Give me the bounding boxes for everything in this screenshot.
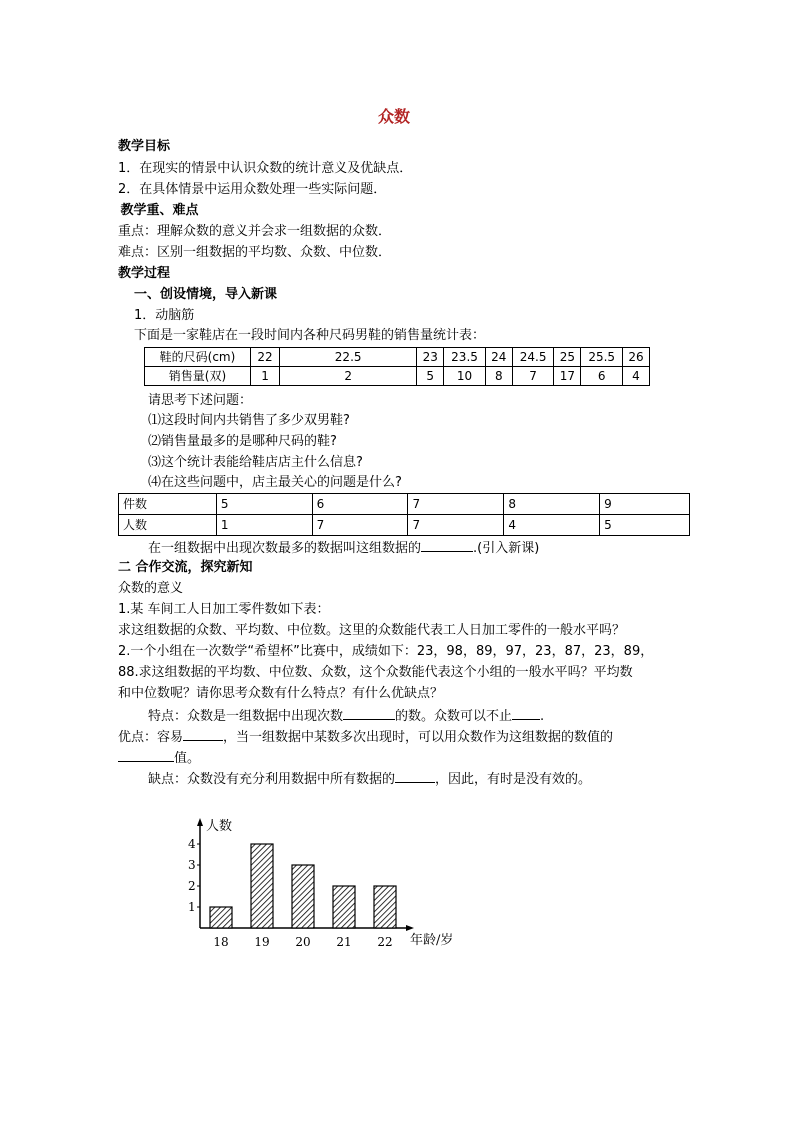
x-tick-label: 18: [213, 935, 229, 949]
difficulty-text: 难点：区别一组数据的平均数、众数、中位数．: [118, 245, 392, 260]
people-count-row: [119, 515, 690, 536]
feature-line: [148, 706, 544, 726]
advantage-blank-2: [118, 748, 174, 762]
people-count-header: 人数: [119, 515, 217, 536]
focus-text: 重点：理解众数的意义并会求一组数据的众数．: [118, 224, 392, 239]
parts-count-row: [119, 494, 690, 515]
shoe-sales-row: [145, 367, 650, 386]
keypoints-heading: 教学重、难点: [116, 203, 199, 218]
parts-count-cell: 7: [408, 494, 504, 515]
y-tick-label: 2: [188, 879, 196, 893]
mode-definition-end: .(引入新课): [473, 541, 540, 556]
shoe-sales-cell: 2: [280, 367, 417, 386]
people-count-cell: 4: [504, 515, 600, 536]
shoe-size-cell: 22.5: [280, 348, 417, 367]
problem2-line2: 88.求这组数据的平均数、中位数、众数，这个众数能代表这个小组的一般水平吗？平均数: [118, 665, 633, 680]
x-axis-label: 年龄/岁: [410, 933, 454, 948]
shoe-size-cell: 24: [485, 348, 512, 367]
shoe-sales-cell: 10: [444, 367, 486, 386]
goal-item-1: 1．在现实的情景中认识众数的统计意义及优缺点．: [118, 161, 413, 176]
mode-definition-blank: [421, 538, 473, 552]
shoe-intro: 下面是一家鞋店在一段时间内各种尺码男鞋的销售量统计表：: [134, 328, 486, 343]
section2-heading: 二 合作交流，探究新知: [118, 560, 253, 575]
parts-table: [118, 493, 690, 536]
question-2: ⑵销售量最多的是哪种尺码的鞋?: [148, 434, 337, 449]
age-bar-chart: [170, 810, 470, 960]
chart-marks: [188, 837, 396, 949]
question-4: ⑷在这些问题中，店主最关心的问题是什么?: [148, 475, 402, 490]
shoe-sales-cell: 5: [417, 367, 444, 386]
section2-subheading: 众数的意义: [118, 581, 184, 596]
problem1-line1: 1.某 车间工人日加工零件数如下表：: [118, 602, 330, 617]
shoe-sales-cell: 7: [512, 367, 554, 386]
shoe-sales-cell: 17: [554, 367, 581, 386]
shoe-size-cell: 26: [622, 348, 649, 367]
question-1: ⑴这段时间内共销售了多少双男鞋?: [148, 413, 350, 428]
problem2-line3: 和中位数呢？请你思考众数有什么特点？有什么优缺点？: [118, 686, 444, 701]
think-prompt: 请思考下述问题：: [148, 393, 253, 408]
bar: [333, 886, 355, 928]
feature-blank-2: [512, 706, 540, 720]
disadvantage-text-2: ，因此，有时是没有效的。: [435, 772, 592, 787]
people-count-cell: 7: [408, 515, 504, 536]
people-count-cell: 5: [600, 515, 690, 536]
bar: [210, 907, 232, 928]
mode-definition: [148, 538, 539, 558]
x-tick-label: 21: [336, 935, 352, 949]
advantage-blank-1: [183, 727, 223, 741]
y-axis-arrow: [197, 818, 203, 826]
bar: [251, 844, 273, 928]
shoe-size-header: 鞋的尺码(cm): [145, 348, 251, 367]
shoe-sales-cell: 8: [485, 367, 512, 386]
shoe-sales-cell: 1: [250, 367, 279, 386]
advantage-text-2: ，当一组数据中某数多次出现时，可以用众数作为这组数据的数值的: [223, 730, 614, 745]
shoe-sales-cell: 6: [581, 367, 623, 386]
problem2-line1: 2.一个小组在一次数学“希望杯”比赛中，成绩如下：23，98，89，97，23，87，23，89，: [118, 644, 654, 659]
parts-count-cell: 9: [600, 494, 690, 515]
goals-heading: 教学目标: [118, 139, 171, 154]
problem1-line2: 求这组数据的众数、平均数、中位数。这里的众数能代表工人日加工零件的一般水平吗？: [118, 623, 626, 638]
people-count-cell: 7: [312, 515, 408, 536]
disadvantage-line: [148, 769, 591, 789]
shoe-size-cell: 23.5: [444, 348, 486, 367]
y-tick-label: 1: [188, 900, 196, 914]
shoe-sales-cell: 4: [622, 367, 649, 386]
sub1-heading: 1．动脑筋: [134, 308, 195, 323]
shoe-size-cell: 22: [250, 348, 279, 367]
advantage-line-2: [118, 748, 200, 768]
x-tick-label: 22: [377, 935, 393, 949]
bar: [292, 865, 314, 928]
x-axis-arrow: [406, 925, 414, 931]
mode-definition-text: 在一组数据中出现次数最多的数据叫这组数据的: [148, 541, 422, 556]
feature-text: 特点：众数是一组数据中出现次数: [148, 709, 344, 724]
shoe-size-row: [145, 348, 650, 367]
advantage-text: 优点：容易: [118, 730, 184, 745]
advantage-line: [118, 727, 613, 747]
page-title: 众数: [378, 107, 411, 126]
x-tick-label: 19: [254, 935, 270, 949]
x-tick-label: 20: [295, 935, 311, 949]
feature-text-2: 的数。众数可以不止: [395, 709, 513, 724]
y-tick-label: 4: [188, 837, 196, 851]
disadvantage-text: 缺点：众数没有充分利用数据中所有数据的: [148, 772, 396, 787]
parts-count-cell: 8: [504, 494, 600, 515]
shoe-size-cell: 25: [554, 348, 581, 367]
process-heading: 教学过程: [118, 266, 171, 281]
shoe-sales-header: 销售量(双): [145, 367, 251, 386]
advantage-text-3: 值。: [174, 751, 201, 766]
bar: [374, 886, 396, 928]
parts-count-header: 件数: [119, 494, 217, 515]
feature-text-3: .: [540, 709, 545, 724]
goal-item-2: 2．在具体情景中运用众数处理一些实际问题．: [118, 182, 387, 197]
parts-count-cell: 5: [216, 494, 312, 515]
section1-heading: 一、创设情境，导入新课: [134, 287, 278, 302]
parts-count-cell: 6: [312, 494, 408, 515]
shoe-size-cell: 24.5: [512, 348, 554, 367]
y-tick-label: 3: [188, 858, 196, 872]
question-3: ⑶这个统计表能给鞋店店主什么信息?: [148, 455, 363, 470]
shoe-size-cell: 23: [417, 348, 444, 367]
disadvantage-blank: [395, 769, 435, 783]
feature-blank-1: [343, 706, 395, 720]
shoe-size-cell: 25.5: [581, 348, 623, 367]
y-axis-label: 人数: [206, 819, 233, 834]
people-count-cell: 1: [216, 515, 312, 536]
shoe-sales-table: [144, 347, 650, 386]
